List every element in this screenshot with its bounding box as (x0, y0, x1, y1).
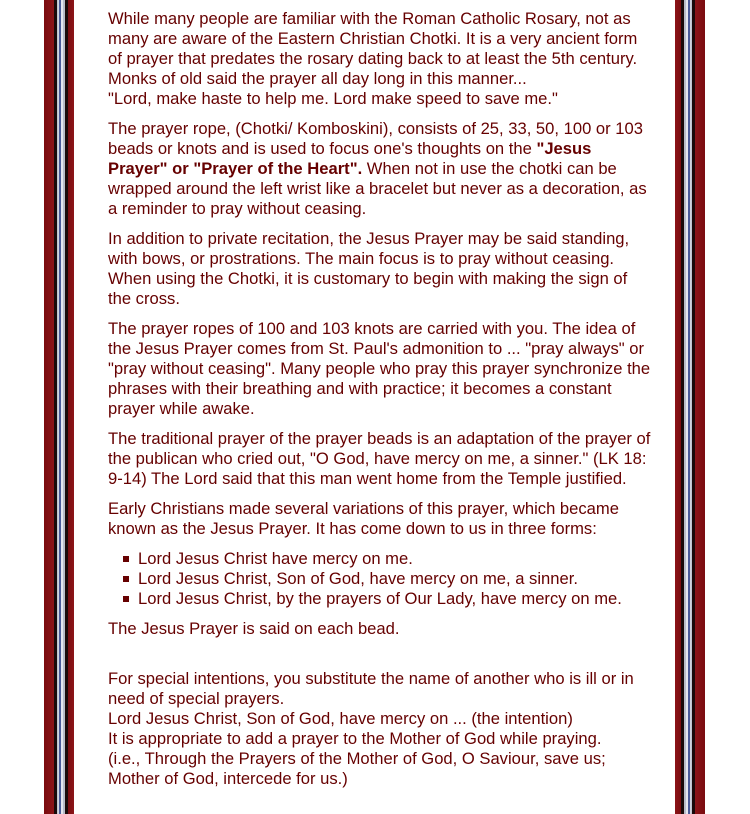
intro-text: While many people are familiar with the Roman Catholic Rosary, not as many are aware of the Eastern Christian Chotki. It is a very ancient form of prayer that predates the rosary dating back to at least the 5th century. Monks of old said the prayer all day long in this manner... (108, 9, 638, 88)
publican-prayer-paragraph: The traditional prayer of the prayer beads is an adaptation of the prayer of the publican who cried out, "O God, have mercy on me, a sinner." (LK 18: 9-14) The Lord said that this man went home from the Temple justified. (108, 429, 651, 488)
list-item: Lord Jesus Christ, Son of God, have mercy on me, a sinner. (138, 569, 653, 589)
list-item: Lord Jesus Christ have mercy on me. (138, 549, 653, 569)
right-decorative-border (673, 0, 707, 814)
mother-of-god-example: (i.e., Through the Prayers of the Mother of God, O Saviour, save us; Mother of God, intercede for us.) (108, 749, 606, 788)
mother-of-god-line: It is appropriate to add a prayer to the Mother of God while praying. (108, 729, 602, 748)
left-decorative-border (42, 0, 76, 814)
prayer-rope-paragraph (108, 119, 653, 219)
chotki-wrist-text: When not in use the chotki can be wrapped around the left wrist like a bracelet but never as a decoration, as a reminder to pray without ceasing. (108, 159, 647, 218)
each-bead-paragraph: The Jesus Prayer is said on each bead. (108, 619, 400, 638)
intention-prayer-line: Lord Jesus Christ, Son of God, have mercy on ... (the intention) (108, 709, 573, 728)
prayer-forms-list (108, 549, 653, 609)
private-recitation-paragraph: In addition to private recitation, the Jesus Prayer may be said standing, with bows, or prostrations. The main focus is to pray without ceasing. When using the Chotki, it is customary to begin with making the sign of the cross. (108, 229, 630, 308)
variations-paragraph: Early Christians made several variations of this prayer, which became known as the Jesus Prayer. It has come down to us in three forms: (108, 499, 619, 538)
prayer-rope-text: The prayer rope, (Chotki/ Komboskini), consists of 25, 33, 50, 100 or 103 beads or knots and is used to focus one's thoughts on the (108, 119, 643, 158)
list-item: Lord Jesus Christ, by the prayers of Our Lady, have mercy on me. (138, 589, 653, 609)
article-body (108, 9, 653, 799)
spacer (108, 649, 653, 669)
special-intentions-paragraph (108, 669, 653, 789)
special-intentions-text: For special intentions, you substitute the name of another who is ill or in need of special prayers. (108, 669, 634, 708)
prayer-ropes-carried-paragraph: The prayer ropes of 100 and 103 knots are carried with you. The idea of the Jesus Prayer comes from St. Paul's admonition to ... "pray always" or "pray without ceasing". Many people who pray this prayer synchronize the phrases with their breathing and with practice; it becomes a constant prayer while awake. (108, 319, 651, 418)
monks-prayer-quote: "Lord, make haste to help me. Lord make speed to save me." (108, 89, 558, 108)
intro-paragraph (108, 9, 653, 109)
jesus-prayer-emphasis: "Jesus Prayer" or "Prayer of the Heart". (108, 139, 592, 178)
